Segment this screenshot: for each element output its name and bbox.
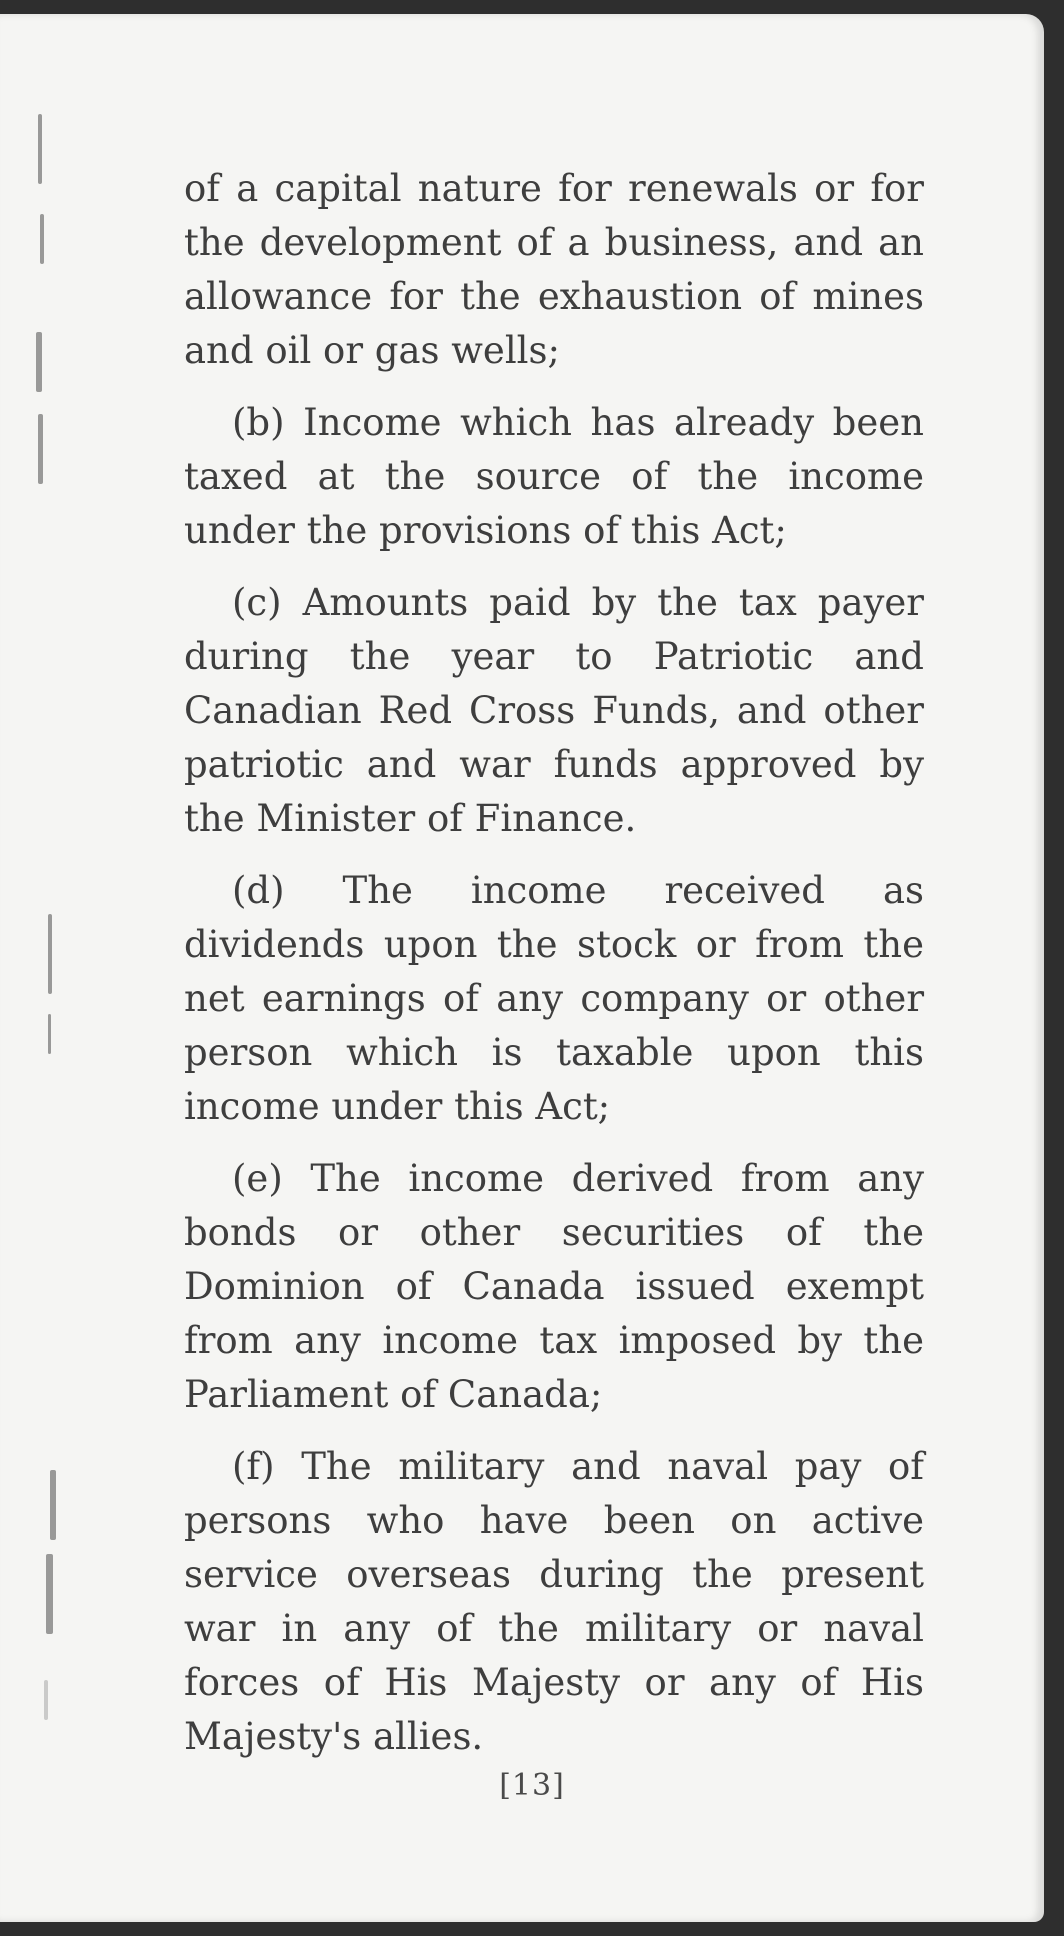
book-page xyxy=(0,14,1044,1922)
binding-mark xyxy=(48,1014,51,1054)
paragraph-b: (b) Income which has already been taxed at the source of the income under the provisions of this Act; xyxy=(184,401,924,552)
binding-mark xyxy=(50,1470,56,1540)
binding-mark xyxy=(40,214,44,264)
paragraph-e: (e) The income derived from any bonds or other securities of the Dominion of Canada issued exempt from any income tax imposed by the Parliament of Canada; xyxy=(184,1157,924,1416)
paragraph-f: (f) The military and naval pay of persons who have been on active service overseas during the present war in any of the military or naval forces of His Majesty or any of His Majesty's allies. xyxy=(184,1445,924,1758)
paragraph-c: (c) Amounts paid by the tax payer during the year to Patriotic and Canadian Red Cross Funds, and other patriotic and war funds approved by the Minister of Finance. xyxy=(184,581,924,840)
body-text xyxy=(184,162,924,1782)
binding-mark xyxy=(48,914,52,994)
binding-mark xyxy=(36,332,42,392)
binding-mark xyxy=(44,1680,48,1720)
binding-mark xyxy=(46,1554,53,1634)
paragraph-continuation: of a capital nature for renewals or for the development of a business, and an allowance for the exhaustion of mines and oil or gas wells; xyxy=(184,167,924,372)
page-number xyxy=(0,1768,1064,1803)
binding-mark xyxy=(38,114,42,184)
page-number-text: [13] xyxy=(499,1768,565,1803)
binding-mark xyxy=(38,414,43,484)
paragraph-d: (d) The income received as dividends upon the stock or from the net earnings of any company or other person which is taxable upon this income under this Act; xyxy=(184,869,924,1128)
